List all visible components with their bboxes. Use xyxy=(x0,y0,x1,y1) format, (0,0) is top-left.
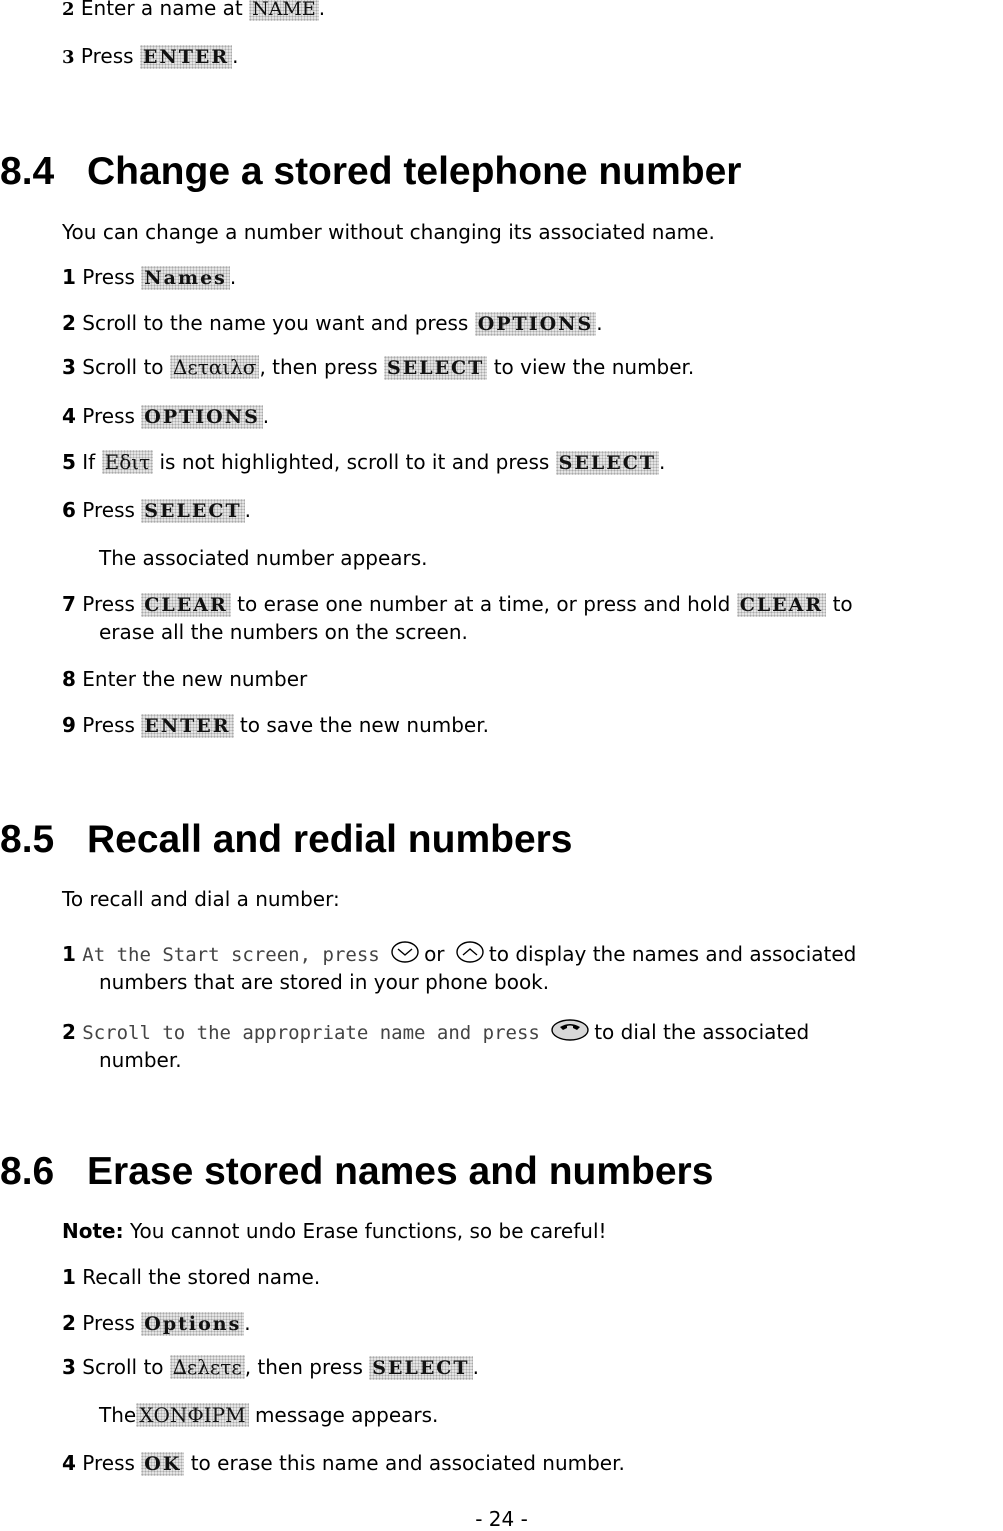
step-number: 3 xyxy=(62,47,75,68)
key-names: Names xyxy=(141,266,230,290)
key-select: SELECT xyxy=(384,356,487,380)
send-call-icon xyxy=(550,1018,590,1047)
step-6: 6 Press SELECT . xyxy=(62,498,251,522)
step-2: 2 Scroll to the name you want and press OPTIONS . xyxy=(62,311,603,335)
section-8-6-heading: 8.6 Erase stored names and numbers xyxy=(0,1150,714,1193)
step-2-enter-name: 2 Enter a name at NAME . xyxy=(62,0,325,21)
step-4: 4 Press OPTIONS . xyxy=(62,404,270,428)
key-edit: Εδιτ xyxy=(102,450,154,474)
section-8-4-heading: 8.4 Change a stored telephone number xyxy=(0,150,742,193)
step-2: 2 Press Options . xyxy=(62,1311,251,1335)
step-1: 1 At the Start screen, press or to display the names and associated xyxy=(62,940,856,969)
scroll-down-icon xyxy=(390,940,420,969)
key-name: NAME xyxy=(249,0,319,21)
step-8: 8 Enter the new number xyxy=(62,667,308,691)
step-4: 4 Press OK to erase this name and associated number. xyxy=(62,1451,625,1475)
key-select: SELECT xyxy=(141,499,244,523)
key-enter: ENTER xyxy=(140,45,232,69)
scroll-up-icon xyxy=(455,940,485,969)
key-select: SELECT xyxy=(556,451,659,475)
key-options: OPTIONS xyxy=(475,312,597,336)
key-select: SELECT xyxy=(369,1356,472,1380)
step-6-result: The associated number appears. xyxy=(99,546,428,570)
step-number: 2 xyxy=(62,0,75,20)
page-number: - 24 - xyxy=(475,1507,528,1531)
step-1-continuation: numbers that are stored in your phone book. xyxy=(99,970,550,994)
step-2: 2 Scroll to the appropriate name and press to dial the associated xyxy=(62,1018,809,1047)
step-7: 7 Press CLEAR to erase one number at a time, or press and hold CLEAR to xyxy=(62,592,853,616)
step-5: 5 If Εδιτ is not highlighted, scroll to it and press SELECT . xyxy=(62,450,666,474)
step-3: 3 Scroll to ∆ελετε , then press SELECT . xyxy=(62,1355,479,1379)
key-clear: CLEAR xyxy=(737,593,827,617)
key-delete: ∆ελετε xyxy=(170,1355,245,1379)
step-3: 3 Scroll to Δεταιλσ , then press SELECT to view the number. xyxy=(62,355,695,379)
section-8-5-heading: 8.5 Recall and redial numbers xyxy=(0,818,573,861)
step-1: 1 Recall the stored name. xyxy=(62,1265,321,1289)
section-8-4-intro: You can change a number without changing its associated name. xyxy=(62,220,715,244)
key-clear: CLEAR xyxy=(141,593,231,617)
step-2-continuation: number. xyxy=(99,1048,182,1072)
key-confirm: ΧΟΝΦΙΡΜ xyxy=(136,1403,248,1427)
step-1: 1 Press Names . xyxy=(62,265,237,289)
step-3-result: The ΧΟΝΦΙΡΜ message appears. xyxy=(99,1403,439,1427)
step-3-press-enter: 3 Press ENTER . xyxy=(62,44,239,68)
step-7-continuation: erase all the numbers on the screen. xyxy=(99,620,468,644)
step-9: 9 Press ENTER to save the new number. xyxy=(62,713,489,737)
key-options: OPTIONS xyxy=(141,405,263,429)
section-8-5-intro: To recall and dial a number: xyxy=(62,887,340,911)
key-enter: ENTER xyxy=(141,714,233,738)
key-ok: OK xyxy=(141,1452,184,1476)
key-options: Options xyxy=(141,1312,244,1336)
note: Note: You cannot undo Erase functions, so be careful! xyxy=(62,1219,607,1243)
key-details: Δεταιλσ xyxy=(170,355,260,379)
